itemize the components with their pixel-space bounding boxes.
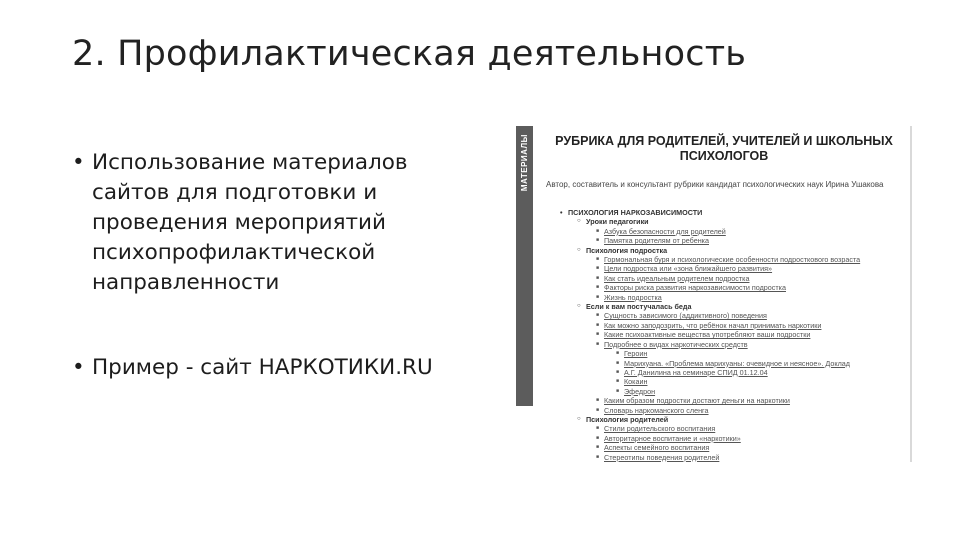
- toc-section: ○ Уроки педагогики: [546, 217, 906, 226]
- toc-link[interactable]: ■ Жизнь подростка: [546, 293, 906, 302]
- toc-link[interactable]: ■ Подробнее о видах наркотических средств: [546, 340, 906, 349]
- toc-link[interactable]: ■ Эфедрон: [546, 387, 906, 396]
- toc-section: • ПСИХОЛОГИЯ НАРКОЗАВИСИМОСТИ: [546, 208, 906, 217]
- toc-link[interactable]: ■ Как стать идеальным родителем подростка: [546, 274, 906, 283]
- website-screenshot: [516, 126, 912, 462]
- toc-link[interactable]: ■ Факторы риска развития наркозависимости подростка: [546, 283, 906, 292]
- toc-list: [546, 208, 906, 462]
- slide-title: 2. Профилактическая деятельность: [72, 34, 747, 74]
- toc-link[interactable]: ■ Стили родительского воспитания: [546, 424, 906, 433]
- bullet-item: • Пример - сайт НАРКОТИКИ.RU: [72, 353, 472, 383]
- toc-section: ○ Психология родителей: [546, 415, 906, 424]
- bullet-item: • Использование материалов сайтов для подготовки и проведения мероприятий психопрофилактической направленности: [72, 148, 472, 298]
- toc-link[interactable]: ■ Цели подростка или «зона ближайшего развития»: [546, 264, 906, 273]
- toc-link[interactable]: ■ Каким образом подростки достают деньги на наркотики: [546, 396, 906, 405]
- toc-section: ○ Психология подростка: [546, 246, 906, 255]
- toc-link[interactable]: ■ Какие психоактивные вещества употребляют ваши подростки: [546, 330, 906, 339]
- rubric-heading: РУБРИКА ДЛЯ РОДИТЕЛЕЙ, УЧИТЕЛЕЙ И ШКОЛЬНЫХ ПСИХОЛОГОВ: [555, 134, 893, 163]
- toc-link[interactable]: ■ Марихуана. «Проблема марихуаны: очевидное и неясное». Доклад: [546, 359, 906, 368]
- table-of-contents: [546, 208, 906, 462]
- toc-link[interactable]: ■ Кокаин: [546, 377, 906, 386]
- toc-section: ○ Если к вам постучалась беда: [546, 302, 906, 311]
- toc-link[interactable]: ■ Героин: [546, 349, 906, 358]
- side-label-strip: [516, 126, 533, 406]
- toc-link[interactable]: ■ Сущность зависимого (аддиктивного) поведения: [546, 311, 906, 320]
- author-line: Автор, составитель и консультант рубрики кандидат психологических наук Ирина Ушакова: [546, 180, 884, 189]
- bullet-list: [72, 148, 472, 383]
- toc-link[interactable]: ■ Аспекты семейного воспитания: [546, 443, 906, 452]
- side-label: МАТЕРИАЛЫ: [520, 134, 529, 192]
- toc-link[interactable]: ■ Словарь наркоманского сленга: [546, 406, 906, 415]
- toc-link[interactable]: ■ Азбука безопасности для родителей: [546, 227, 906, 236]
- toc-link[interactable]: ■ Гормональная буря и психологические особенности подросткового возраста: [546, 255, 906, 264]
- toc-link[interactable]: ■ Памятка родителям от ребенка: [546, 236, 906, 245]
- toc-link[interactable]: ■ Авторитарное воспитание и «наркотики»: [546, 434, 906, 443]
- toc-link[interactable]: ■ А.Г. Данилина на семинаре СПИД 01.12.04: [546, 368, 906, 377]
- toc-link[interactable]: ■ Стереотипы поведения родителей: [546, 453, 906, 462]
- toc-link[interactable]: ■ Как можно заподозрить, что ребёнок начал принимать наркотики: [546, 321, 906, 330]
